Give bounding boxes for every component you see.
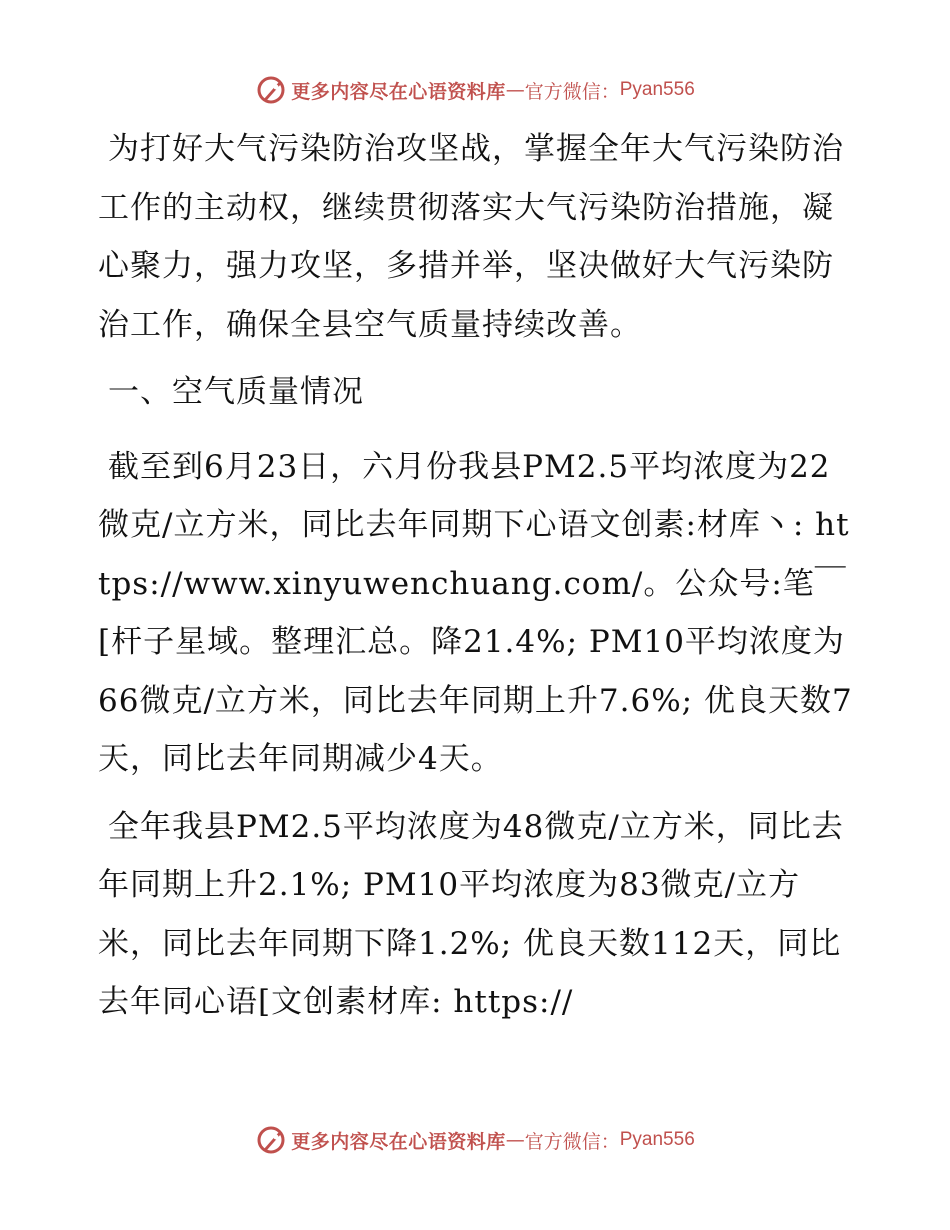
footer-banner [0, 1120, 950, 1160]
banner-main-text: 更多内容尽在心语资料库 [291, 1130, 506, 1153]
banner-wechat-id: Pyan556 [619, 79, 695, 100]
quill-pen-logo-icon [255, 1124, 287, 1156]
banner-wechat-id: Pyan556 [619, 1129, 695, 1150]
banner-main-text: 更多内容尽在心语资料库 [291, 80, 506, 103]
section-heading: 一、空气质量情况 [108, 374, 364, 410]
banner-wechat-label: 官方微信： [524, 1130, 620, 1153]
paragraph-june-air-quality: 截至到6月23日，六月份我县PM2.5平均浓度为22微克/立方米，同比去年同期下心语文创素:材库丶: https://www.xinyuwenchuang.com/。公众号:笔￣[杆子星域。整理汇总。降21.4%; PM10平均浓度为66微克/立方米，同比去年同期上升7.6%; 优良天数7天，同比去年同期减少4天。 [98, 448, 853, 777]
banner-dash: — [505, 79, 525, 101]
quill-pen-logo-icon [255, 74, 287, 106]
banner-dash: — [505, 1129, 525, 1151]
paragraph-annual-air-quality: 全年我县PM2.5平均浓度为48微克/立方米，同比去年同期上升2.1%; PM10平均浓度为83微克/立方米，同比去年同期下降1.2%; 优良天数112天，同比去年同心语[文创素材库: https:// [98, 808, 844, 1020]
document-body [98, 120, 858, 1041]
header-banner [0, 70, 950, 110]
banner-wechat-label: 官方微信： [524, 80, 620, 103]
paragraph-intro: 为打好大气污染防治攻坚战，掌握全年大气污染防治工作的主动权，继续贯彻落实大气污染防治措施，凝心聚力，强力攻坚，多措并举，坚决做好大气污染防治工作，确保全县空气质量持续改善。 [98, 131, 844, 343]
